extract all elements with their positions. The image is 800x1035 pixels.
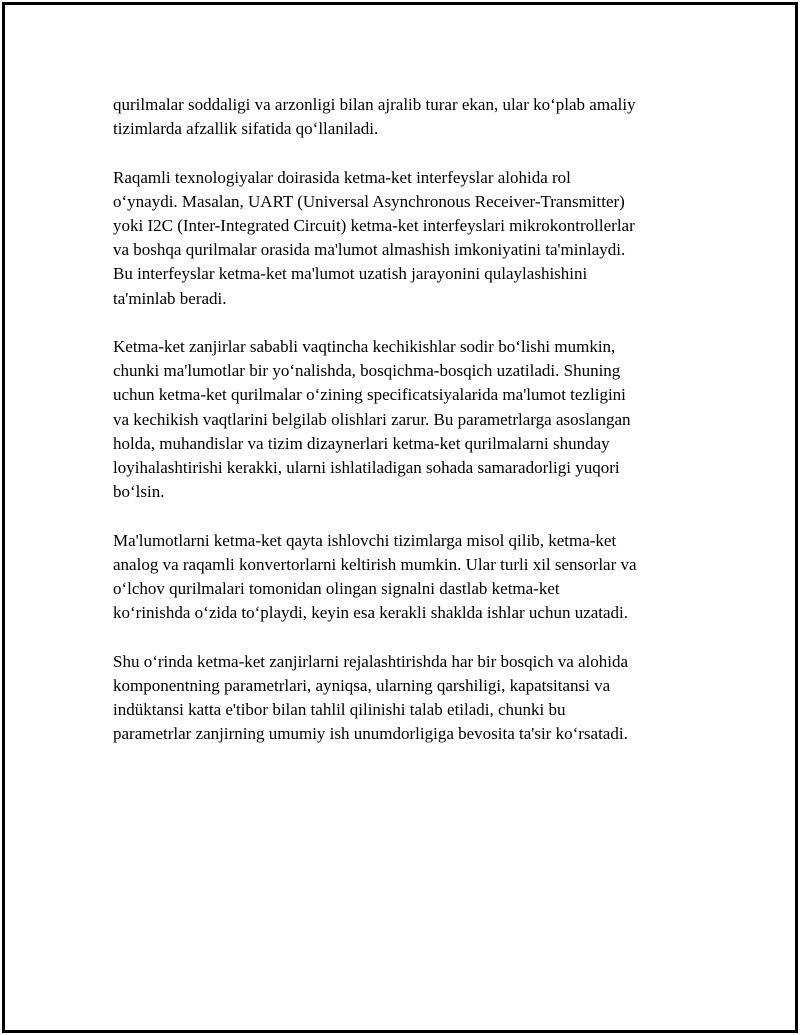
text-line: Ketma-ket zanjirlar sababli vaqtincha kechikishlar sodir boʻlishi mumkin,	[113, 337, 616, 356]
text-line: Shu oʻrinda ketma-ket zanjirlarni rejalashtirishda har bir bosqich va alohida	[113, 651, 629, 671]
paragraph-4	[113, 529, 693, 626]
text-line: koʻrinishda oʻzida toʻplaydi, keyin esa kerakli shaklda ishlar uchun uzatadi.	[113, 603, 629, 623]
text-line: ta'minlab beradi.	[113, 288, 227, 308]
text-line: chunki ma'lumotlar bir yoʻnalishda, bosqichma-bosqich uzatiladi. Shuning	[113, 361, 621, 381]
text-line: komponentning parametrlari, ayniqsa, ularning qarshiligi, kapatsitansi va	[113, 675, 611, 695]
text-line: va boshqa qurilmalar orasida ma'lumot almashish imkoniyatini ta'minlaydi.	[113, 240, 626, 260]
text-line: parametrlar zanjirning umumiy ish unumdorligiga bevosita ta'sir koʻrsatadi.	[113, 724, 628, 744]
paragraph-1	[113, 93, 693, 141]
text-line: indüktansi katta e'tibor bilan tahlil qilinishi talab etiladi, chunki bu	[113, 700, 566, 720]
text-line: loyihalashtirishi kerakki, ularni ishlatiladigan sohada samaradorligi yuqori	[113, 458, 620, 478]
text-line: Raqamli texnologiyalar doirasida ketma-ket interfeyslar alohida rol	[113, 167, 571, 187]
paragraph-2	[113, 166, 693, 311]
paragraph-3	[113, 335, 693, 504]
text-line: tizimlarda afzallik sifatida qoʻllaniladi.	[113, 119, 379, 139]
text-line: qurilmalar soddaligi va arzonligi bilan ajralib turar ekan, ular koʻplab amaliy	[113, 95, 636, 114]
text-line: va kechikish vaqtlarini belgilab olishlari zarur. Bu parametrlarga asoslangan	[113, 409, 631, 429]
document-body	[113, 93, 693, 771]
text-line: Ma'lumotlarni ketma-ket qayta ishlovchi tizimlarga misol qilib, ketma-ket	[113, 530, 617, 550]
text-line: uchun ketma-ket qurilmalar oʻzining specificatsiyalarida ma'lumot tezligini	[113, 385, 626, 405]
text-line: Bu interfeyslar ketma-ket ma'lumot uzatish jarayonini qulaylashishini	[113, 264, 588, 284]
text-line: oʻynaydi. Masalan, UART (Universal Asynchronous Receiver-Transmitter)	[113, 191, 625, 211]
paragraph-5	[113, 650, 693, 747]
text-line: oʻlchov qurilmalari tomonidan olingan signalni dastlab ketma-ket	[113, 579, 560, 599]
text-line: holda, muhandislar va tizim dizaynerlari ketma-ket qurilmalarni shunday	[113, 433, 610, 453]
text-line: analog va raqamli konvertorlarni keltirish mumkin. Ular turli xil sensorlar va	[113, 554, 637, 574]
text-line: yoki I2C (Inter-Integrated Circuit) ketma-ket interfeyslari mikrokontrollerlar	[113, 216, 635, 235]
text-line: boʻlsin.	[113, 482, 165, 502]
